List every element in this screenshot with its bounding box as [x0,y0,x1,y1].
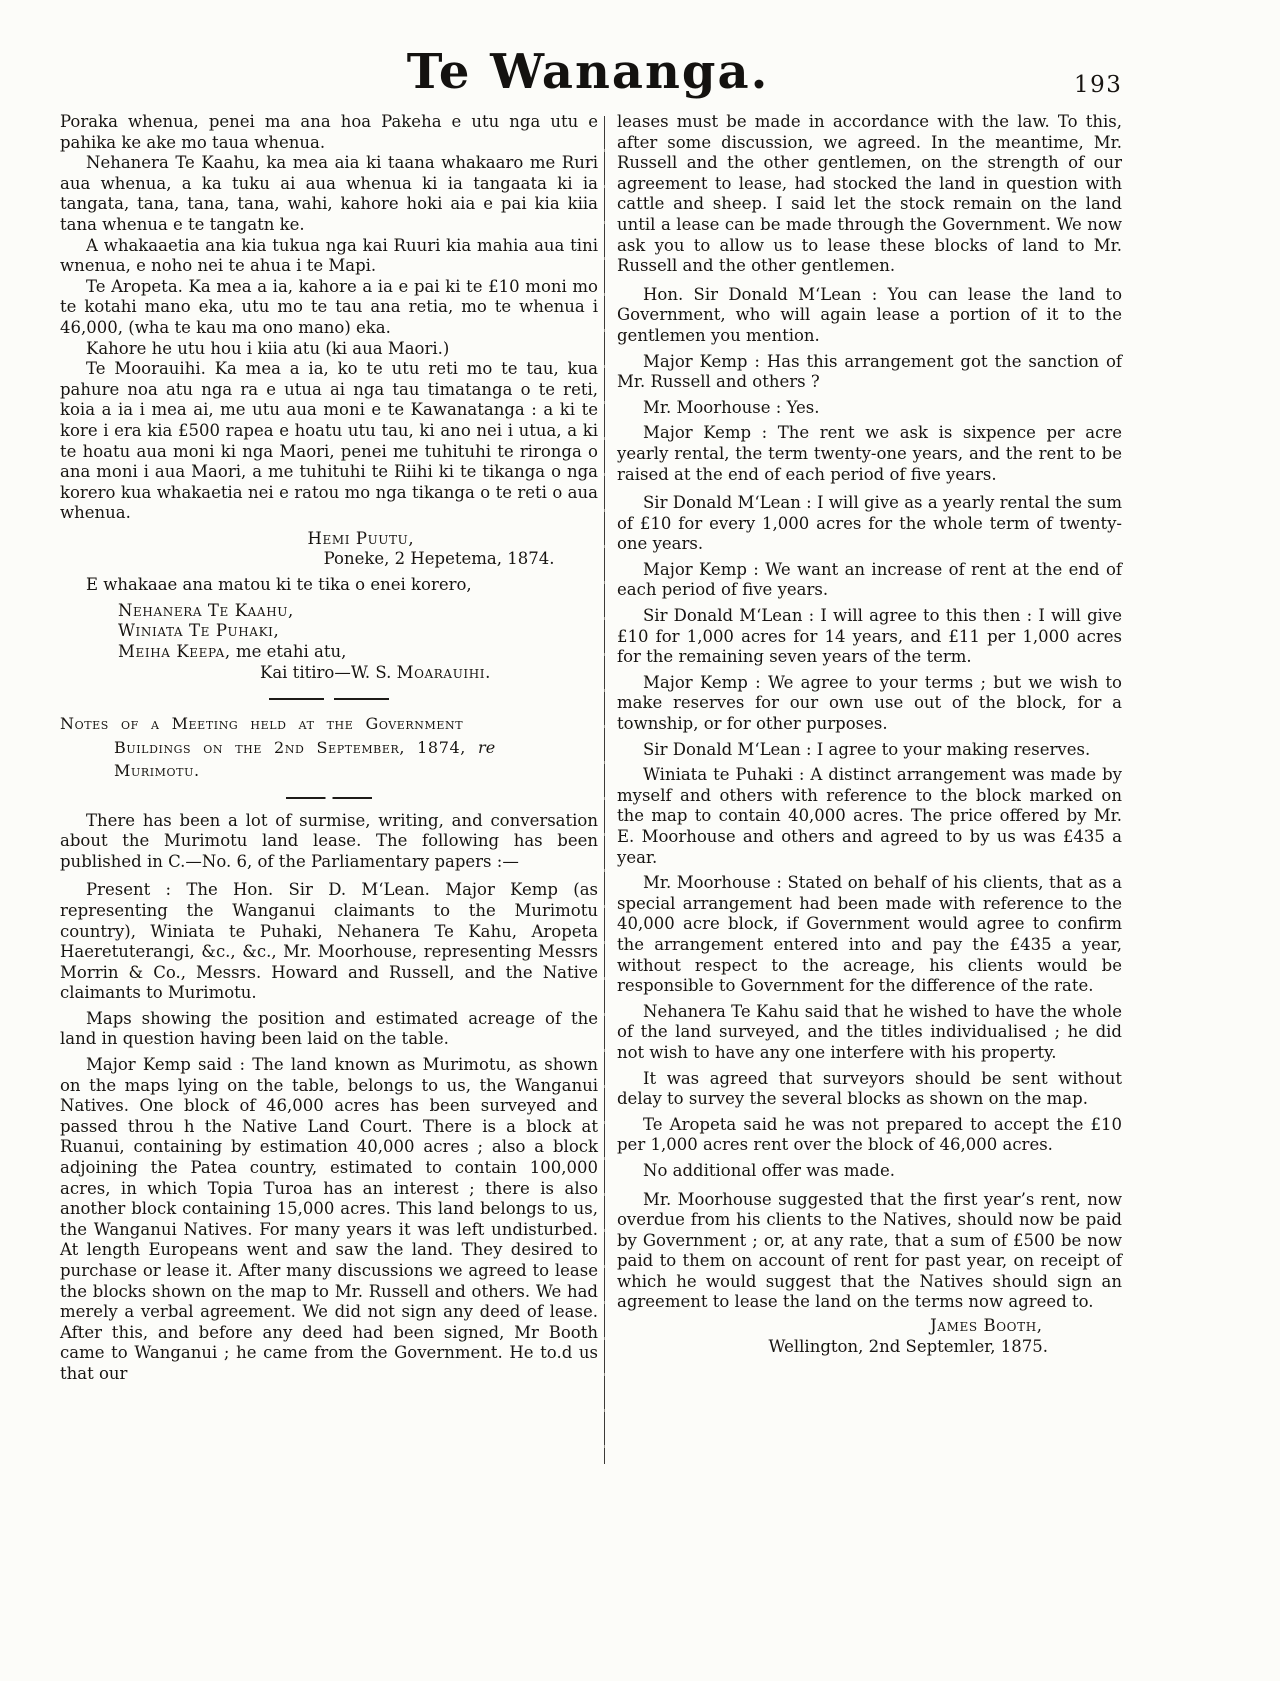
maori-paragraph: Te Moorauihi. Ka mea a ia, ko te utu reti mo te tau, kua pahure noa atu nga ra e utua ai nga tau timatanga o te reti, koia a ia i mea ai, me utu aua moni e te Kawanatanga : a ki te kore i era kia £500 rapea e hoatu utu tau, ki ano nei i utua, a ki te hoatu aua moni ki nga Maori, penei me tuhituhi te rironga o ana moni i aua Maori, a me tuhituhi te Riihi ki te tikanga o nga korero kua whakaetia nei e ratou mo nga tikanga o te reti o aua whenua. [60,359,598,523]
page-title: Te Wananga. [406,44,770,100]
signature-name: Hemi Puutu, [307,528,415,548]
section-heading-text: Buildings on the 2nd September, 1874, [114,737,479,757]
examiner-name-smallcaps: Moarauihi. [396,663,491,683]
section-divider [269,698,389,700]
dialogue-paragraph: Sir Donald M‘Lean : I will agree to this then : I will give £10 for 1,000 acres for 14 years, and £11 per 1,000 acres for the remaining seven years of the term. [617,606,1122,667]
section-heading-line [114,736,598,760]
dialogue-paragraph: Major Kemp : The rent we ask is sixpence per acre yearly rental, the term twenty-one years, and the rent to be raised at the end of each period of five years. [617,423,1122,484]
dialogue-paragraph: Major Kemp : We want an increase of rent at the end of each period of five years. [617,559,1122,600]
examiner-prefix: Kai titiro—W. S. [260,663,397,683]
maori-paragraph: A whakaaetia ana kia tukua nga kai Ruuri kia mahia aua tini wnenua, e noho nei te ahua i te Mapi. [60,235,598,276]
english-paragraph: leases must be made in accordance with the law. To this, after some discussion, we agreed. In the meantime, Mr. Russell and the other gentlemen, on the strength of our agreement to lease, had stocked the land in question with cattle and sheep. I said let the stock remain on the land until a lease can be made through the Government. We now ask you to allow us to lease these blocks of land to Mr. Russell and the other gentlemen. [617,112,1122,276]
dialogue-paragraph: Mr. Moorhouse : Yes. [643,397,820,417]
signature-place-date: Wellington, 2nd Septemler, 1875. [768,1336,1049,1356]
english-paragraph: Mr. Moorhouse suggested that the first year’s rent, now overdue from his clients to the Natives, should now be paid by Government ; or, at any rate, that a sum of £500 be now paid to them on account of rent for past year, on receipt of which he would suggest that the Natives should sign an agreement to lease the land on the terms now agreed to. [617,1189,1122,1312]
left-column [60,112,598,1385]
dialogue-paragraph: Mr. Moorhouse : Stated on behalf of his clients, that as a special arrangement had been made with reference to the 40,000 acre block, if Government would agree to confirm the arrangement entered into and pay the £435 a year, without respect to the acreage, his clients would be responsible to Government for the difference of the rate. [617,873,1122,996]
examiner-line [260,663,598,684]
witness-name: Winiata Te Puhaki, [118,621,280,641]
english-paragraph: It was agreed that surveyors should be sent without delay to survey the several blocks as shown on the map. [617,1068,1122,1109]
maori-paragraph: Te Aropeta. Ka mea a ia, kahore a ia e pai ki te £10 moni mo te kotahi mano eka, utu mo te tau ana retia, mo te whenua i 46,000, (wha te kau ma ono mano) eka. [60,276,598,337]
dialogue-paragraph: Sir Donald M‘Lean : I agree to your making reserves. [643,739,1091,759]
dialogue-paragraph: Major Kemp : We agree to your terms ; but we wish to make reserves for our own use out of the block, for a township, or for other purposes. [617,672,1122,734]
right-column [617,112,1122,1357]
section-heading-line: Notes of a Meeting held at the Government [60,714,464,734]
english-paragraph: Nehanera Te Kahu said that he wished to have the whole of the land surveyed, and the titles individualised ; he did not wish to have any one interfere with his property. [617,1001,1122,1062]
english-paragraph: Te Aropeta said he was not prepared to accept the £10 per 1,000 acres rent over the block of 46,000 acres. [617,1114,1122,1155]
signature-name: James Booth, [930,1316,1043,1336]
witness-name [118,642,598,663]
column-divider [604,116,605,1464]
english-paragraph: Major Kemp said : The land known as Murimotu, as shown on the maps lying on the table, belongs to us, the Wanganui Natives. One block of 46,000 acres has been surveyed and passed throu h the Native Land Court. There is a block at Ruanui, containing by estimation 40,000 acres ; also a block adjoining the Patea country, estimated to contain 100,000 acres, in which Topia Turoa has an interest ; there is also another block containing 15,000 acres. This land belongs to us, the Wanganui Natives. For many years it was left undisturbed. At length Europeans went and saw the land. They desired to purchase or lease it. After many discussions we agreed to lease the blocks shown on the map to Mr. Russell and others. We had merely a verbal agreement. We did not sign any deed of lease. After this, and before any deed had been signed, Mr Booth came to Wanganui ; he came from the Government. He to.d us that our [60,1055,598,1383]
maori-paragraph: Poraka whenua, penei ma ana hoa Pakeha e utu nga utu e pahika ke ake mo taua whenua. [60,112,598,152]
dialogue-paragraph: Winiata te Puhaki : A distinct arrangement was made by myself and others with reference to the block marked on the map to contain 40,000 acres. The price offered by Mr. E. Moorhouse and others and agreed to by us was £435 a year. [617,765,1122,867]
english-paragraph: No additional offer was made. [643,1160,895,1180]
witness-name-suffix: me etahi atu, [230,641,347,661]
section-heading-re-italic: re [478,737,496,757]
english-paragraph: Present : The Hon. Sir D. M‘Lean. Major Kemp (as representing the Wanganui claimants to the Murimotu country), Winiata te Puhaki, Nehanera Te Kahu, Aropeta Haeretuterangi, &c., &c., Mr. Moorhouse, representing Messrs Morrin & Co., Messrs. Howard and Russell, and the Native claimants to Murimotu. [60,880,598,1003]
witness-name-smallcaps: Meiha Keepa, [118,641,231,661]
dialogue-paragraph: Major Kemp : Has this arrangement got the sanction of Mr. Russell and others ? [617,351,1122,392]
dialogue-paragraph: Sir Donald M‘Lean : I will give as a yearly rental the sum of £10 for every 1,000 acres for the whole term of twenty-one years. [617,493,1122,554]
attest-line: E whakaae ana matou ki te tika o enei korero, [86,575,472,595]
witness-name: Nehanera Te Kaahu, [118,600,294,620]
english-paragraph: There has been a lot of surmise, writing, and conversation about the Murimotu land lease. The following has been published in C.—No. 6, of the Parliamentary papers :— [60,810,598,871]
section-heading [60,712,598,783]
dialogue-paragraph: Hon. Sir Donald M‘Lean : You can lease the land to Government, who will again lease a portion of it to the gentlemen you mention. [617,284,1122,345]
maori-paragraph: Kahore he utu hou i kiia atu (ki aua Maori.) [86,338,450,358]
page-number: 193 [1074,72,1123,98]
maori-paragraph: Nehanera Te Kaahu, ka mea aia ki taana whakaaro me Ruri aua whenua, a ka tuku ai aua whenua ki ia tangaata ki ia tangata, tana, tana, tana, wahi, kahore hoki aia e pai kia kiia tana whenua e te tangatn ke. [60,153,598,234]
section-heading-line: Murimotu. [114,761,200,781]
section-divider [286,797,372,799]
english-paragraph: Maps showing the position and estimated acreage of the land in question having been laid on the table. [60,1008,598,1049]
signature-place-date: Poneke, 2 Hepetema, 1874. [323,549,555,569]
